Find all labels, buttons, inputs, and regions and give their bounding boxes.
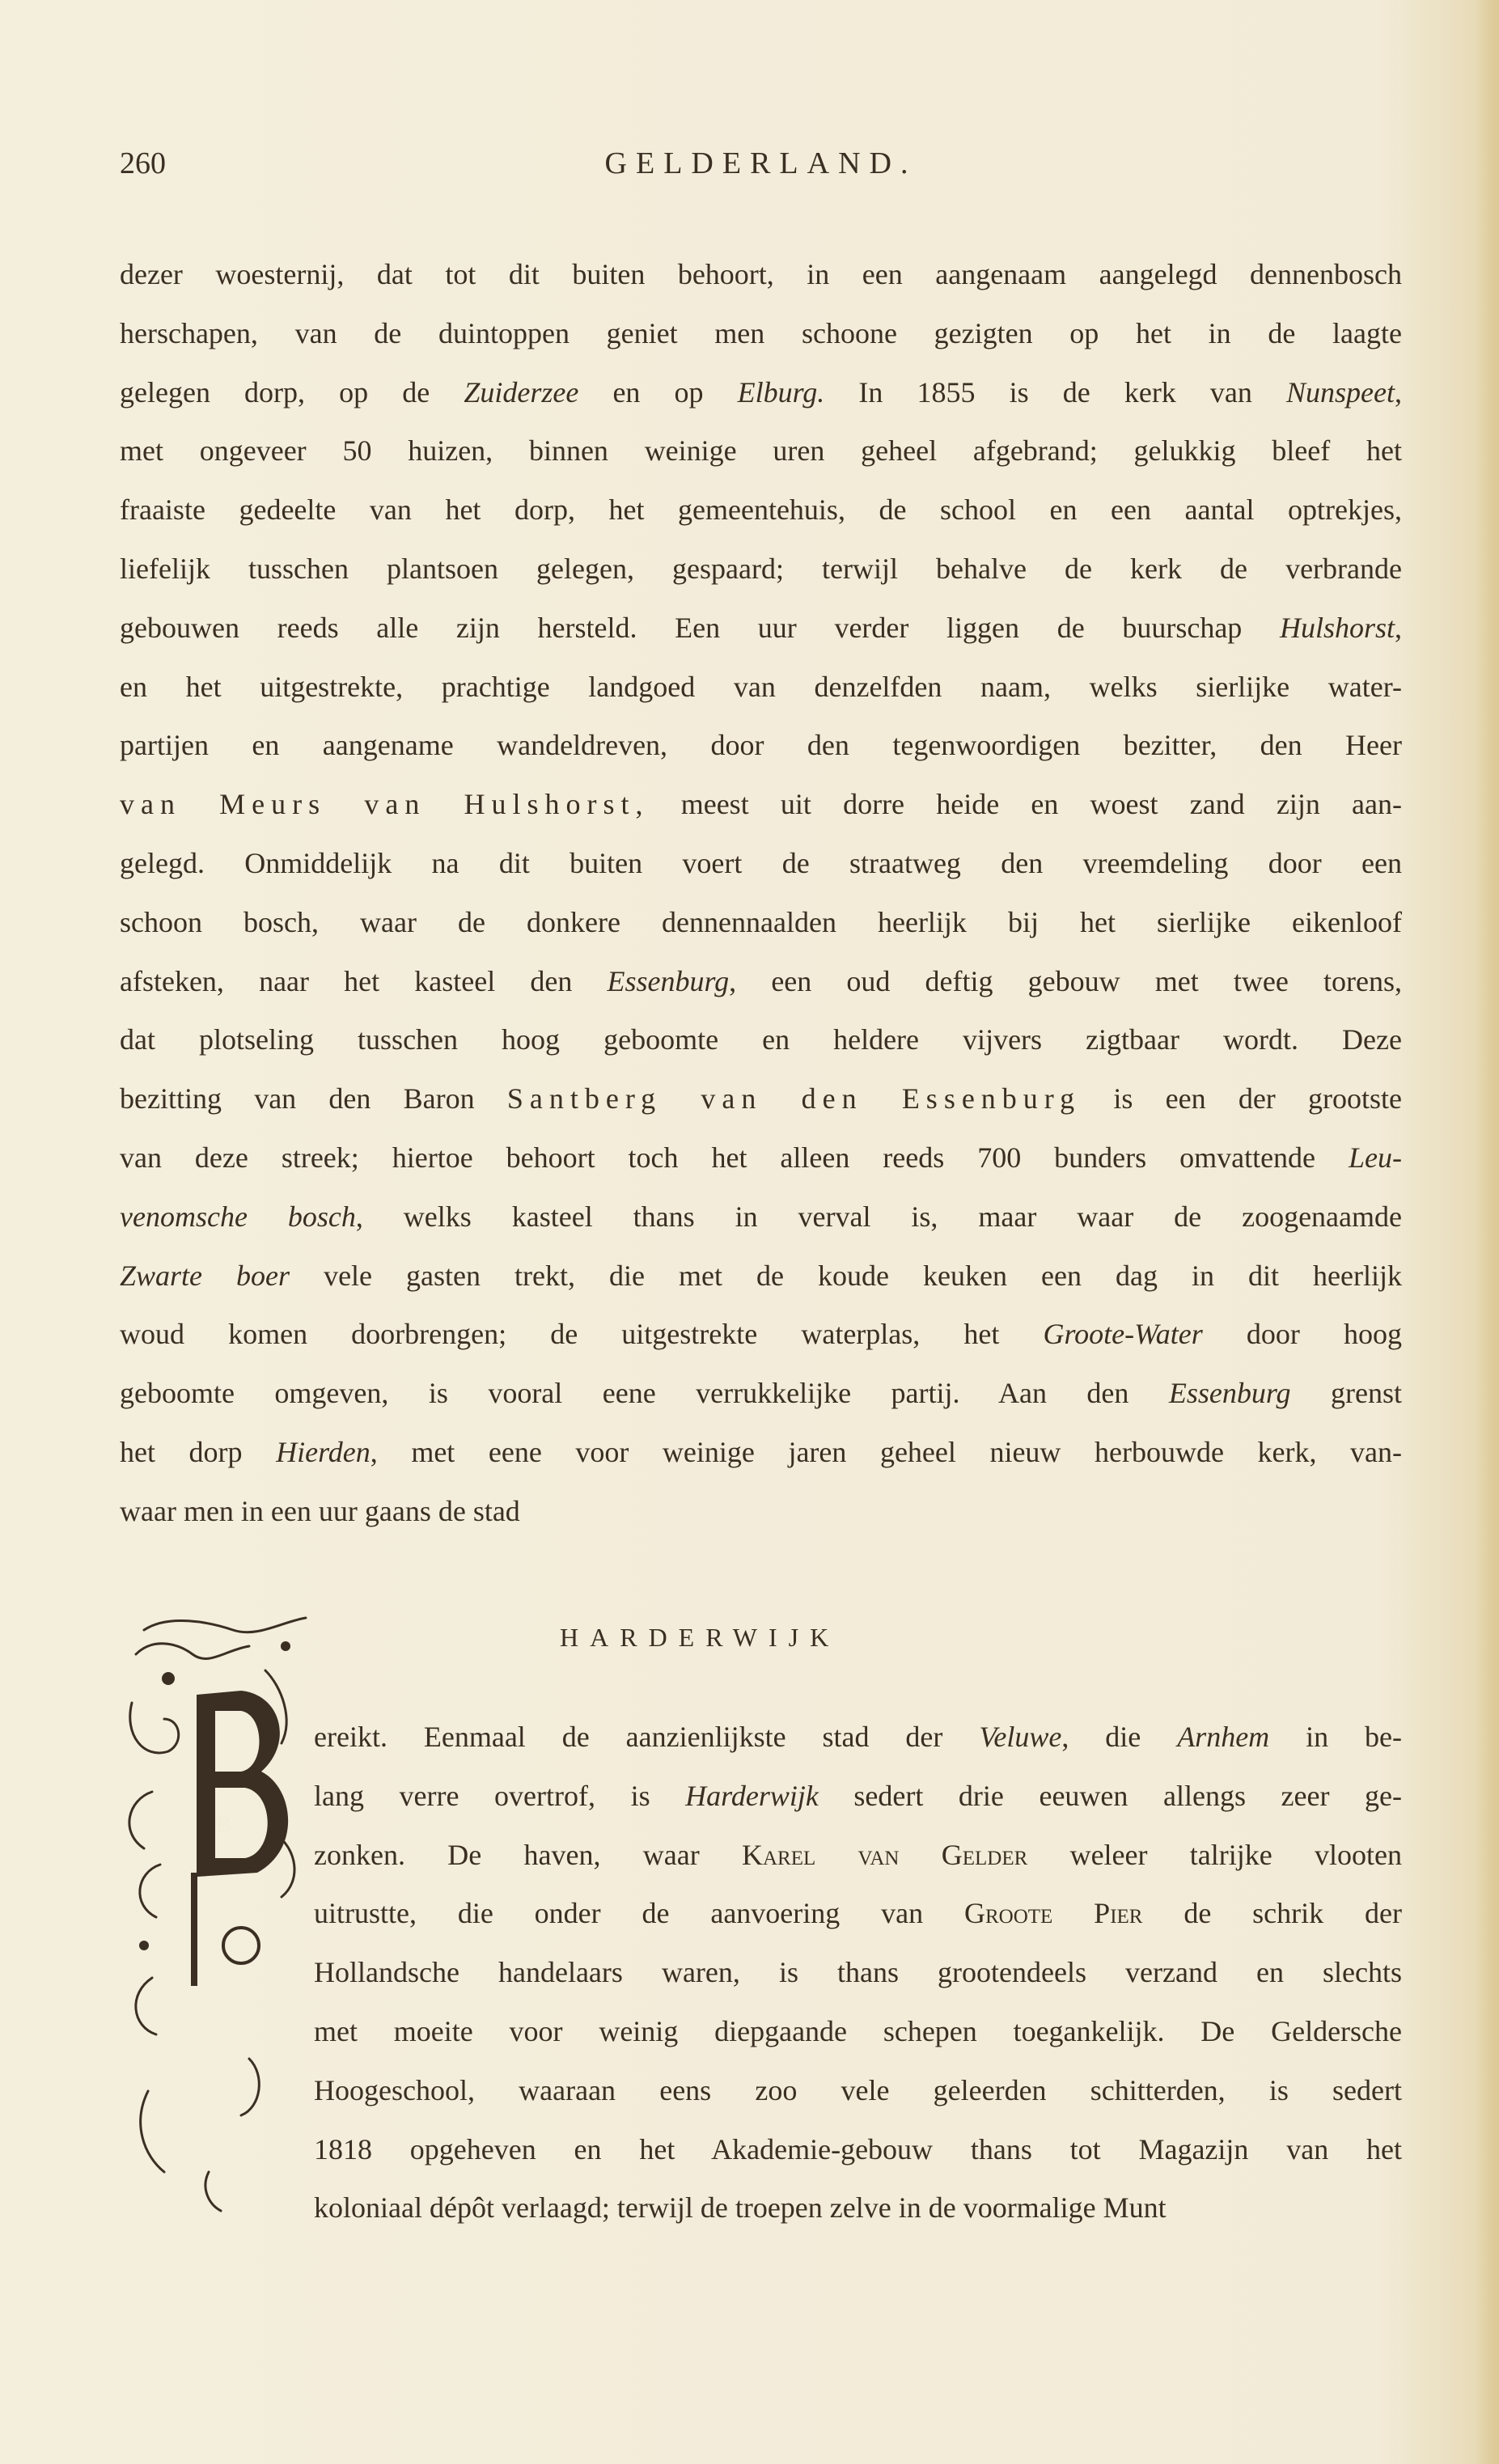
section-text — [314, 1708, 1402, 2237]
text-segment: Hollandsche handelaars waren, is thans grootendeels verzand en slechts — [314, 1956, 1402, 1989]
decorated-initial-b-icon — [120, 1606, 322, 2221]
text-segment: zonken. De haven, waar — [314, 1838, 742, 1871]
text-line — [120, 1247, 1402, 1306]
text-segment: , een oud deftig gebouw met twee torens, — [729, 964, 1402, 997]
text-segment: , welks kasteel thans in verval is, maar waar de zoogenaamde — [355, 1200, 1402, 1233]
text-line — [120, 540, 1402, 599]
text-segment: en op — [578, 375, 738, 409]
text-line — [120, 363, 1402, 422]
text-segment: vele gasten trekt, die met de koude keuken een dag in dit heerlijk — [290, 1259, 1403, 1292]
text-segment: 1818 opgeheven en het Akademie-gebouw thans tot Magazijn van het — [314, 2132, 1402, 2166]
text-segment: Arnhem — [1177, 1721, 1270, 1753]
text-segment: grenst — [1290, 1377, 1402, 1410]
text-segment: Nunspeet — [1286, 375, 1395, 409]
text-line — [120, 952, 1402, 1011]
body-text — [120, 245, 1402, 1541]
text-line — [314, 2002, 1402, 2061]
text-line — [314, 1943, 1402, 2002]
text-segment: herschapen, van de duintoppen geniet men schoone gezigten op het in de laagte — [120, 316, 1402, 349]
text-segment: dat plotseling tusschen hoog geboomte en heldere vijvers zigtbaar wordt. Deze — [120, 1023, 1402, 1056]
text-segment: ereikt. Eenmaal de aanzienlijkste stad der — [314, 1721, 980, 1753]
text-segment: , die — [1061, 1721, 1178, 1753]
text-segment: geboomte omgeven, is vooral eene verrukkelijke partij. Aan den — [120, 1377, 1169, 1410]
text-line — [120, 421, 1402, 481]
text-line — [120, 1188, 1402, 1247]
text-segment: afsteken, naar het kasteel den — [120, 964, 608, 997]
text-line — [120, 834, 1402, 893]
text-line — [120, 658, 1402, 717]
text-segment: sedert drie eeuwen allengs zeer ge- — [818, 1779, 1402, 1812]
text-segment: is een der grootste — [1081, 1082, 1403, 1116]
text-segment: Zuiderzee — [464, 375, 579, 409]
text-segment: dezer woesternij, dat tot dit buiten behoort, in een aangenaam aangelegd dennenbosch — [120, 258, 1402, 290]
text-segment: van deze streek; hiertoe behoort toch het alleen reeds 700 bunders omvattende — [120, 1141, 1349, 1174]
text-segment: meest uit dorre heide en woest zand zijn aan- — [649, 788, 1402, 821]
text-segment: gelegen dorp, op de — [120, 375, 464, 409]
running-title: GELDERLAND. — [604, 146, 917, 180]
text-line — [314, 2061, 1402, 2120]
text-segment: Harderwijk — [685, 1779, 819, 1812]
text-line — [120, 893, 1402, 952]
text-segment: uitrustte, die onder de aanvoering van — [314, 1897, 964, 1930]
text-segment: Hoogeschool, waaraan eens zoo vele geleerden schitterden, is sedert — [314, 2073, 1402, 2106]
text-segment: met ongeveer 50 huizen, binnen weinige uren geheel afgebrand; gelukkig bleef het — [120, 434, 1402, 468]
text-segment: Santberg van den Essenburg — [506, 1082, 1082, 1116]
initial-letter: B — [215, 1811, 232, 1838]
text-line — [120, 775, 1402, 834]
text-segment: , — [1395, 375, 1402, 409]
text-segment: woud komen doorbrengen; de uitgestrekte waterplas, het — [120, 1318, 1044, 1351]
section-title: HARDERWIJK — [560, 1623, 841, 1652]
text-segment: Essenburg — [1168, 1377, 1291, 1410]
text-line — [120, 1010, 1402, 1069]
text-segment: Hierden — [276, 1435, 371, 1468]
page-header — [120, 146, 1402, 194]
text-segment: , met eene voor weinige jaren geheel nieuw herbouwde kerk, van- — [370, 1435, 1403, 1468]
text-segment: Leu- — [1349, 1141, 1402, 1174]
text-segment: fraaiste gedeelte van het dorp, het gemeentehuis, de school en een aantal optrekjes, — [120, 493, 1402, 527]
text-line — [314, 2120, 1402, 2179]
text-line — [314, 2178, 1402, 2237]
text-segment: gebouwen reeds alle zijn hersteld. Een uur verder liggen de buurschap — [120, 611, 1280, 644]
text-segment: Elburg. — [737, 375, 825, 409]
text-line — [120, 1128, 1402, 1188]
text-segment: Karel van Gelder — [741, 1838, 1028, 1871]
text-line — [120, 481, 1402, 540]
text-line — [314, 1767, 1402, 1826]
text-segment: Hulshorst — [1279, 611, 1395, 644]
text-line — [120, 1423, 1402, 1482]
text-line — [120, 1305, 1402, 1364]
text-segment: Essenburg — [607, 964, 730, 997]
text-segment: , — [1395, 611, 1402, 644]
text-segment: In 1855 is de kerk van — [824, 375, 1287, 409]
text-segment: door hoog — [1202, 1318, 1402, 1351]
text-segment: met moeite voor weinig diepgaande schepen toegankelijk. De Geldersche — [314, 2014, 1402, 2047]
text-segment: partijen en aangename wandeldreven, door den tegenwoordigen bezitter, den Heer — [120, 729, 1402, 762]
text-line — [314, 1708, 1402, 1767]
text-line — [120, 1482, 1402, 1541]
text-segment: van Meurs van Hulshorst, — [120, 788, 650, 821]
text-segment: schoon bosch, waar de donkere dennennaalden heerlijk bij het sierlijke eikenloof — [120, 905, 1402, 938]
text-line — [120, 1364, 1402, 1423]
text-segment: Groote-Water — [1043, 1318, 1203, 1351]
text-segment: liefelijk tusschen plantsoen gelegen, gespaard; terwijl behalve de kerk de verbrande — [120, 552, 1402, 585]
text-segment: de schrik der — [1142, 1897, 1402, 1930]
text-segment: waar men in een uur gaans de stad — [120, 1494, 520, 1527]
text-segment: gelegd. Onmiddelijk na dit buiten voert de straatweg den vreemdeling door een — [120, 846, 1402, 879]
text-line — [120, 304, 1402, 363]
text-line — [120, 1069, 1402, 1128]
text-line — [120, 245, 1402, 304]
text-segment: weleer talrijke vlooten — [1027, 1838, 1403, 1871]
text-segment: het dorp — [120, 1435, 277, 1468]
text-segment: lang verre overtrof, is — [314, 1779, 686, 1812]
text-segment: venomsche bosch — [120, 1200, 356, 1233]
text-segment: Groote Pier — [963, 1897, 1143, 1930]
text-segment: Veluwe — [979, 1721, 1062, 1753]
book-spine-shadow — [1475, 0, 1499, 2464]
text-line — [314, 1884, 1402, 1943]
text-segment: bezitting van den Baron — [120, 1082, 507, 1116]
text-line — [314, 1826, 1402, 1885]
text-line — [120, 716, 1402, 775]
text-segment: en het uitgestrekte, prachtige landgoed van denzelfden naam, welks sierlijke water- — [120, 670, 1402, 703]
page-number: 260 — [120, 146, 166, 180]
text-segment: Zwarte boer — [120, 1259, 290, 1292]
text-segment: in be- — [1269, 1721, 1403, 1753]
text-line — [120, 599, 1402, 658]
text-segment: koloniaal dépôt verlaagd; terwijl de troepen zelve in de voormalige Munt — [314, 2191, 1167, 2225]
